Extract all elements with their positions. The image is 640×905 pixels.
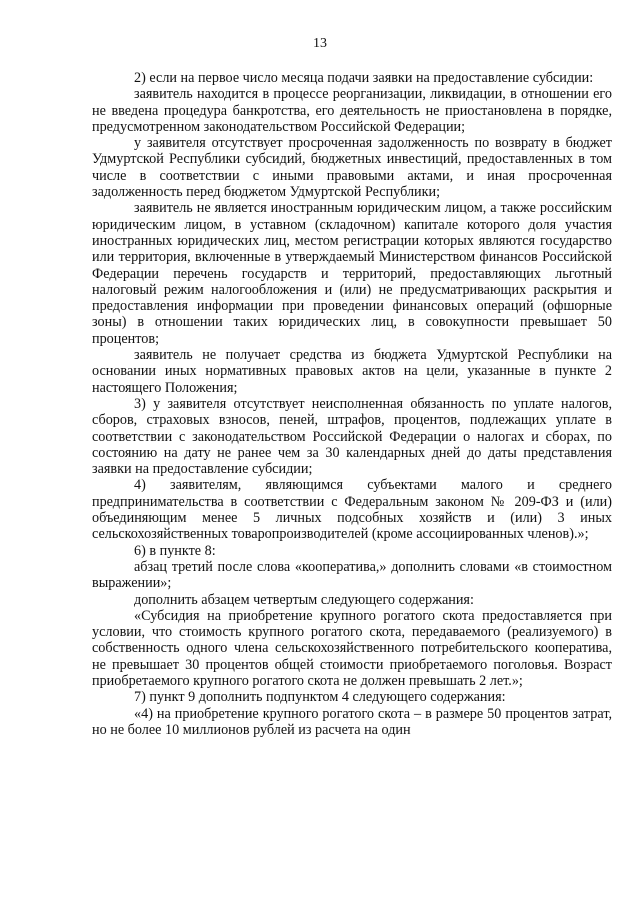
- paragraph: «Субсидия на приобретение крупного рогатого скота предоставляется при условии, что стоимость крупного рогатого скота, передаваемого (реализуемого) в собственность одного члена сельскохозяйственного потребительского кооператива, не превышает 30 процентов общей стоимости приобретаемого поголовья. Возраст приобретаемого крупного рогатого скота не должен превышать 2 лет.»;: [92, 607, 612, 689]
- paragraph: 7) пункт 9 дополнить подпунктом 4 следующего содержания:: [134, 689, 506, 706]
- paragraph: «4) на приобретение крупного рогатого скота – в размере 50 процентов затрат, но не более 10 миллионов рублей из расчета на один: [92, 705, 612, 738]
- document-body: [92, 70, 612, 738]
- paragraph: 6) в пункте 8:: [134, 542, 216, 559]
- paragraph: заявитель находится в процессе реорганизации, ликвидации, в отношении его не введена процедура банкротства, его деятельность не приостановлена в порядке, предусмотренном законодательством Российской Федерации;: [92, 86, 612, 135]
- paragraph: 3) у заявителя отсутствует неисполненная обязанность по уплате налогов, сборов, страховых взносов, пеней, штрафов, процентов, подлежащих уплате в соответствии с законодательством Российской Федерации о налогах и сборах, по состоянию на дату не ранее чем за 30 календарных дней до даты представления заявки на предоставление субсидии;: [92, 395, 612, 478]
- paragraph: дополнить абзацем четвертым следующего содержания:: [134, 591, 474, 608]
- paragraph: 2) если на первое число месяца подачи заявки на предоставление субсидии:: [134, 70, 594, 86]
- paragraph: заявитель не является иностранным юридическим лицом, а также российским юридическим лицом, в уставном (складочном) капитале которого доля участия иностранных юридических лиц, местом регистрации которых являются государство или территория, включенные в утверждаемый Министерством финансов Российской Федерации перечень государств и территорий, предоставляющих льготный налоговый режим налогообложения и (или) не предусматривающих раскрытия и предоставления информации при проведении финансовых операций (офшорные зоны) в отношении таких юридических лиц, в совокупности превышает 50 процентов;: [92, 200, 612, 347]
- paragraph: заявитель не получает средства из бюджета Удмуртской Республики на основании иных нормативных правовых актов на цели, указанные в пункте 2 настоящего Положения;: [92, 347, 612, 396]
- paragraph: 4) заявителям, являющимся субъектами малого и среднего предпринимательства в соответствии с Федеральным законом № 209-ФЗ и (или) объединяющим менее 5 личных подсобных хозяйств и (или) 3 иных сельскохозяйственных товаропроизводителей (кроме ассоциированных членов).»;: [92, 477, 612, 543]
- page-number: 13: [313, 36, 327, 51]
- paragraph: у заявителя отсутствует просроченная задолженность по возврату в бюджет Удмуртской Республики субсидий, бюджетных инвестиций, предоставленных в том числе в соответствии с иными правовыми актами, и иная просроченная задолженность перед бюджетом Удмуртской Республики;: [92, 135, 612, 201]
- paragraph: абзац третий после слова «кооператива,» дополнить словами «в стоимостном выражении»;: [92, 558, 612, 592]
